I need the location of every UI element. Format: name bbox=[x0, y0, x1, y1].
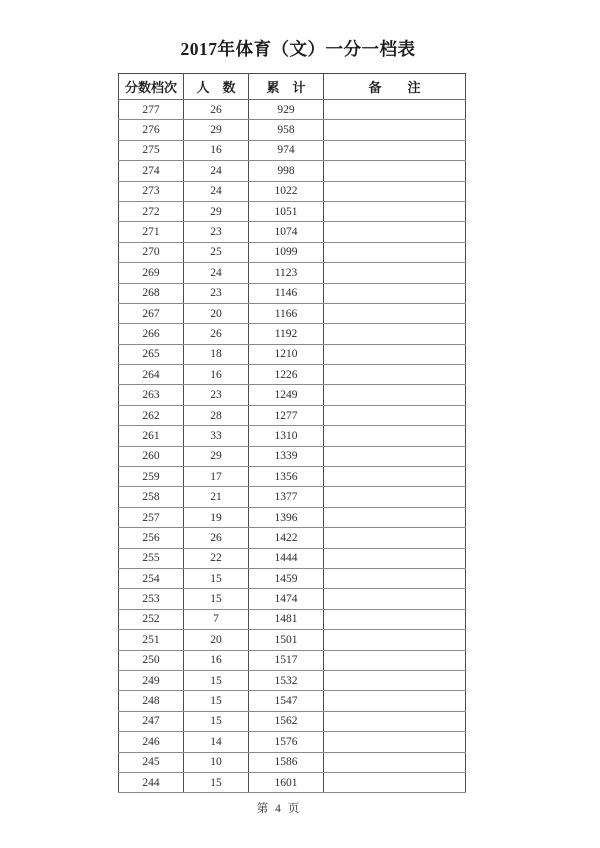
remark-cell bbox=[324, 487, 466, 507]
count-cell: 29 bbox=[184, 201, 249, 221]
cumulative-cell: 1146 bbox=[249, 283, 324, 303]
cumulative-cell: 1377 bbox=[249, 487, 324, 507]
count-cell: 26 bbox=[184, 528, 249, 548]
score-level-cell: 248 bbox=[119, 691, 184, 711]
score-level-cell: 272 bbox=[119, 201, 184, 221]
remark-cell bbox=[324, 548, 466, 568]
table-row bbox=[119, 589, 466, 609]
score-level-cell: 252 bbox=[119, 609, 184, 629]
table-row bbox=[119, 609, 466, 629]
table-row bbox=[119, 405, 466, 425]
count-cell: 29 bbox=[184, 120, 249, 140]
table-row bbox=[119, 324, 466, 344]
cumulative-cell: 1474 bbox=[249, 589, 324, 609]
cumulative-cell: 1074 bbox=[249, 222, 324, 242]
cumulative-cell: 1459 bbox=[249, 568, 324, 588]
table-row bbox=[119, 507, 466, 527]
remark-cell bbox=[324, 507, 466, 527]
count-cell: 33 bbox=[184, 426, 249, 446]
cumulative-cell: 1444 bbox=[249, 548, 324, 568]
score-level-cell: 247 bbox=[119, 711, 184, 731]
cumulative-cell: 1022 bbox=[249, 181, 324, 201]
score-level-cell: 250 bbox=[119, 650, 184, 670]
remark-cell bbox=[324, 344, 466, 364]
score-level-cell: 251 bbox=[119, 630, 184, 650]
remark-cell bbox=[324, 263, 466, 283]
cumulative-cell: 1532 bbox=[249, 670, 324, 690]
cumulative-cell: 1123 bbox=[249, 263, 324, 283]
table-row bbox=[119, 201, 466, 221]
cumulative-cell: 1576 bbox=[249, 732, 324, 752]
table-row bbox=[119, 691, 466, 711]
remark-cell bbox=[324, 324, 466, 344]
score-level-cell: 270 bbox=[119, 242, 184, 262]
remark-cell bbox=[324, 385, 466, 405]
page-number: 第 4 页 bbox=[256, 803, 302, 815]
count-cell: 22 bbox=[184, 548, 249, 568]
column-header-score-level: 分数档次 bbox=[119, 74, 184, 100]
remark-cell bbox=[324, 100, 466, 120]
cumulative-cell: 1422 bbox=[249, 528, 324, 548]
table-row bbox=[119, 181, 466, 201]
score-level-cell: 275 bbox=[119, 140, 184, 160]
table-row bbox=[119, 630, 466, 650]
count-cell: 14 bbox=[184, 732, 249, 752]
score-level-cell: 277 bbox=[119, 100, 184, 120]
count-cell: 15 bbox=[184, 589, 249, 609]
column-header-cumulative: 累 计 bbox=[249, 74, 324, 100]
column-header-count: 人 数 bbox=[184, 74, 249, 100]
cumulative-cell: 1310 bbox=[249, 426, 324, 446]
table-row bbox=[119, 528, 466, 548]
table-row bbox=[119, 100, 466, 120]
table-row bbox=[119, 222, 466, 242]
count-cell: 17 bbox=[184, 467, 249, 487]
score-level-cell: 271 bbox=[119, 222, 184, 242]
page-title: 2017年体育（文）一分一档表 bbox=[180, 39, 416, 59]
score-level-cell: 254 bbox=[119, 568, 184, 588]
remark-cell bbox=[324, 609, 466, 629]
score-level-cell: 262 bbox=[119, 405, 184, 425]
remark-cell bbox=[324, 201, 466, 221]
score-level-cell: 274 bbox=[119, 161, 184, 181]
count-cell: 20 bbox=[184, 303, 249, 323]
cumulative-cell: 1356 bbox=[249, 467, 324, 487]
count-cell: 15 bbox=[184, 568, 249, 588]
count-cell: 29 bbox=[184, 446, 249, 466]
table-row bbox=[119, 263, 466, 283]
remark-cell bbox=[324, 670, 466, 690]
remark-cell bbox=[324, 752, 466, 772]
table-row bbox=[119, 732, 466, 752]
count-cell: 15 bbox=[184, 670, 249, 690]
count-cell: 25 bbox=[184, 242, 249, 262]
score-level-cell: 267 bbox=[119, 303, 184, 323]
cumulative-cell: 1099 bbox=[249, 242, 324, 262]
remark-cell bbox=[324, 283, 466, 303]
remark-cell bbox=[324, 772, 466, 792]
cumulative-cell: 1396 bbox=[249, 507, 324, 527]
remark-cell bbox=[324, 161, 466, 181]
count-cell: 7 bbox=[184, 609, 249, 629]
remark-cell bbox=[324, 181, 466, 201]
remark-cell bbox=[324, 365, 466, 385]
score-level-cell: 273 bbox=[119, 181, 184, 201]
score-level-cell: 264 bbox=[119, 365, 184, 385]
table-row bbox=[119, 548, 466, 568]
count-cell: 24 bbox=[184, 263, 249, 283]
remark-cell bbox=[324, 242, 466, 262]
cumulative-cell: 1547 bbox=[249, 691, 324, 711]
cumulative-cell: 958 bbox=[249, 120, 324, 140]
count-cell: 24 bbox=[184, 181, 249, 201]
score-level-cell: 268 bbox=[119, 283, 184, 303]
count-cell: 26 bbox=[184, 324, 249, 344]
count-cell: 19 bbox=[184, 507, 249, 527]
table-row bbox=[119, 426, 466, 446]
score-level-cell: 276 bbox=[119, 120, 184, 140]
cumulative-cell: 1277 bbox=[249, 405, 324, 425]
remark-cell bbox=[324, 303, 466, 323]
table-row bbox=[119, 568, 466, 588]
count-cell: 20 bbox=[184, 630, 249, 650]
table-row bbox=[119, 242, 466, 262]
score-level-cell: 259 bbox=[119, 467, 184, 487]
count-cell: 23 bbox=[184, 222, 249, 242]
table-row bbox=[119, 752, 466, 772]
column-header-remarks: 备 注 bbox=[324, 74, 466, 100]
count-cell: 15 bbox=[184, 772, 249, 792]
table-row bbox=[119, 711, 466, 731]
remark-cell bbox=[324, 650, 466, 670]
remark-cell bbox=[324, 691, 466, 711]
score-level-cell: 253 bbox=[119, 589, 184, 609]
score-distribution-table bbox=[118, 73, 466, 793]
score-level-cell: 256 bbox=[119, 528, 184, 548]
count-cell: 16 bbox=[184, 650, 249, 670]
table-row bbox=[119, 467, 466, 487]
cumulative-cell: 1481 bbox=[249, 609, 324, 629]
table-row bbox=[119, 670, 466, 690]
count-cell: 10 bbox=[184, 752, 249, 772]
cumulative-cell: 1226 bbox=[249, 365, 324, 385]
header-row bbox=[119, 74, 466, 100]
table-row bbox=[119, 303, 466, 323]
remark-cell bbox=[324, 467, 466, 487]
cumulative-cell: 998 bbox=[249, 161, 324, 181]
count-cell: 15 bbox=[184, 711, 249, 731]
count-cell: 16 bbox=[184, 140, 249, 160]
cumulative-cell: 929 bbox=[249, 100, 324, 120]
cumulative-cell: 974 bbox=[249, 140, 324, 160]
count-cell: 26 bbox=[184, 100, 249, 120]
remark-cell bbox=[324, 446, 466, 466]
table-row bbox=[119, 487, 466, 507]
table-body bbox=[119, 100, 466, 793]
score-level-cell: 246 bbox=[119, 732, 184, 752]
score-level-cell: 255 bbox=[119, 548, 184, 568]
remark-cell bbox=[324, 568, 466, 588]
table-row bbox=[119, 446, 466, 466]
score-level-cell: 263 bbox=[119, 385, 184, 405]
table-row bbox=[119, 283, 466, 303]
table-row bbox=[119, 365, 466, 385]
count-cell: 21 bbox=[184, 487, 249, 507]
score-level-cell: 244 bbox=[119, 772, 184, 792]
cumulative-cell: 1210 bbox=[249, 344, 324, 364]
score-level-cell: 261 bbox=[119, 426, 184, 446]
score-level-cell: 265 bbox=[119, 344, 184, 364]
score-level-cell: 258 bbox=[119, 487, 184, 507]
cumulative-cell: 1051 bbox=[249, 201, 324, 221]
cumulative-cell: 1586 bbox=[249, 752, 324, 772]
remark-cell bbox=[324, 630, 466, 650]
table-row bbox=[119, 385, 466, 405]
cumulative-cell: 1339 bbox=[249, 446, 324, 466]
remark-cell bbox=[324, 426, 466, 446]
score-level-cell: 245 bbox=[119, 752, 184, 772]
table-row bbox=[119, 120, 466, 140]
cumulative-cell: 1601 bbox=[249, 772, 324, 792]
score-level-cell: 249 bbox=[119, 670, 184, 690]
cumulative-cell: 1562 bbox=[249, 711, 324, 731]
score-level-cell: 260 bbox=[119, 446, 184, 466]
table-row bbox=[119, 772, 466, 792]
table-row bbox=[119, 161, 466, 181]
cumulative-cell: 1517 bbox=[249, 650, 324, 670]
table-row bbox=[119, 650, 466, 670]
remark-cell bbox=[324, 711, 466, 731]
count-cell: 24 bbox=[184, 161, 249, 181]
score-level-cell: 257 bbox=[119, 507, 184, 527]
count-cell: 23 bbox=[184, 283, 249, 303]
count-cell: 15 bbox=[184, 691, 249, 711]
score-level-cell: 269 bbox=[119, 263, 184, 283]
count-cell: 18 bbox=[184, 344, 249, 364]
count-cell: 23 bbox=[184, 385, 249, 405]
count-cell: 28 bbox=[184, 405, 249, 425]
score-level-cell: 266 bbox=[119, 324, 184, 344]
table-header bbox=[119, 74, 466, 100]
remark-cell bbox=[324, 120, 466, 140]
cumulative-cell: 1192 bbox=[249, 324, 324, 344]
remark-cell bbox=[324, 222, 466, 242]
table-row bbox=[119, 140, 466, 160]
remark-cell bbox=[324, 732, 466, 752]
cumulative-cell: 1166 bbox=[249, 303, 324, 323]
remark-cell bbox=[324, 589, 466, 609]
table-row bbox=[119, 344, 466, 364]
remark-cell bbox=[324, 140, 466, 160]
cumulative-cell: 1249 bbox=[249, 385, 324, 405]
count-cell: 16 bbox=[184, 365, 249, 385]
cumulative-cell: 1501 bbox=[249, 630, 324, 650]
remark-cell bbox=[324, 405, 466, 425]
remark-cell bbox=[324, 528, 466, 548]
